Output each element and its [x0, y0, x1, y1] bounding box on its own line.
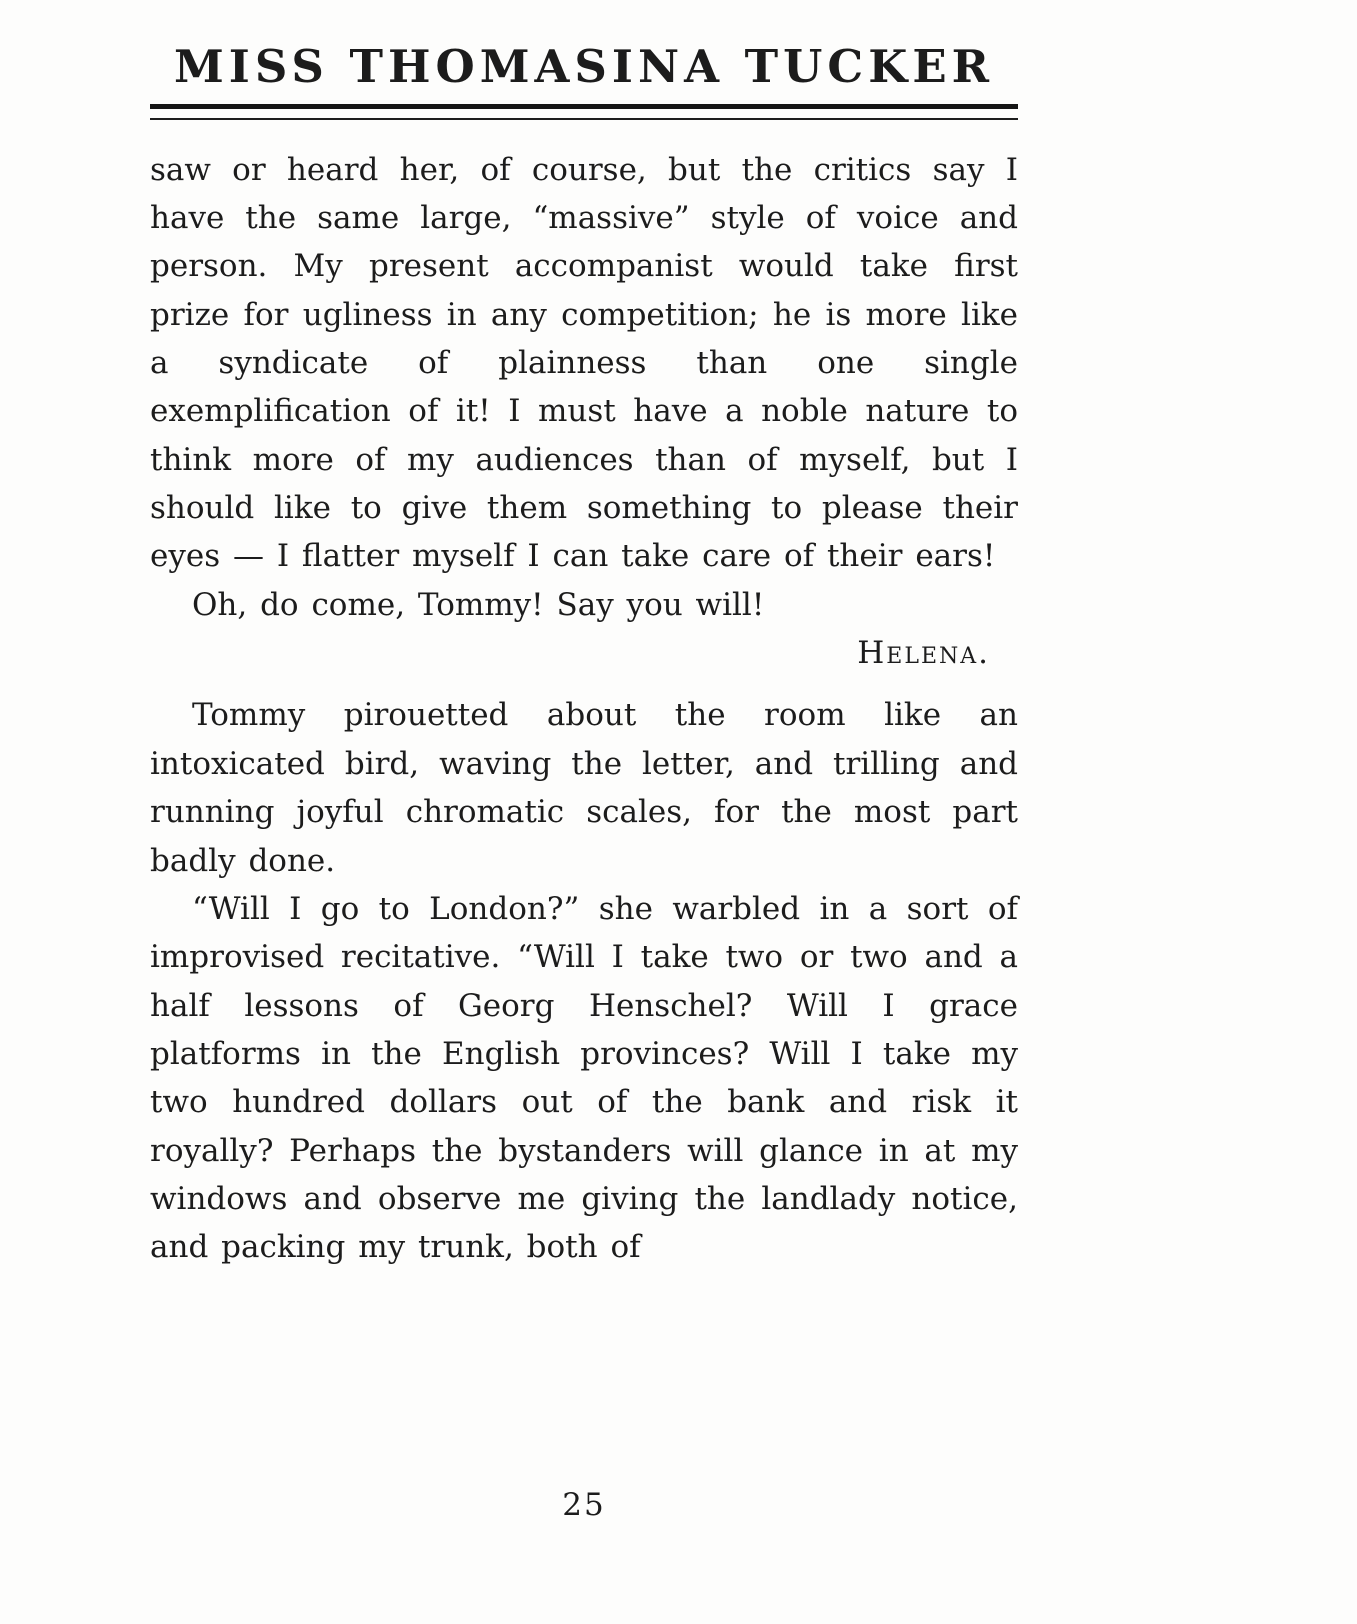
body-copy: [150, 146, 1018, 1272]
letter-closing-line: Oh, do come, Tommy! Say you will!: [192, 586, 765, 623]
header-rule-thick: [150, 104, 1018, 109]
text-block: [150, 42, 1018, 1272]
running-head-title: MISS THOMASINA TUCKER: [173, 40, 995, 93]
body-paragraph: Tommy pirouetted about the room like an intoxicated bird, waving the letter, and trilling and running joyful chromatic scales, for the most part badly done.: [150, 697, 1018, 879]
header-rule-thin: [150, 118, 1018, 120]
body-paragraph-continuation: saw or heard her, of course, but the critics say I have the same large, “massive” style of voice and person. My present accompanist would take first prize for ugliness in any competition; he is more like a syndicate of plainness than one single exemplification of it! I must have a noble nature to think more of my audiences than of myself, but I should like to give them something to please their eyes — I flatter myself I can take care of their ears!: [150, 151, 1018, 575]
page-number: 25: [562, 1487, 606, 1523]
letter-signature: Helena.: [857, 635, 990, 672]
body-paragraph: “Will I go to London?” she warbled in a sort of improvised recitative. “Will I take two or two and a half lessons of Georg Henschel? Will I grace platforms in the English provinces? Will I take my two hundred dollars out of the bank and risk it royally? Perhaps the bystanders will glance in at my windows and observe me giving the landlady notice, and packing my trunk, both of: [150, 890, 1018, 1266]
